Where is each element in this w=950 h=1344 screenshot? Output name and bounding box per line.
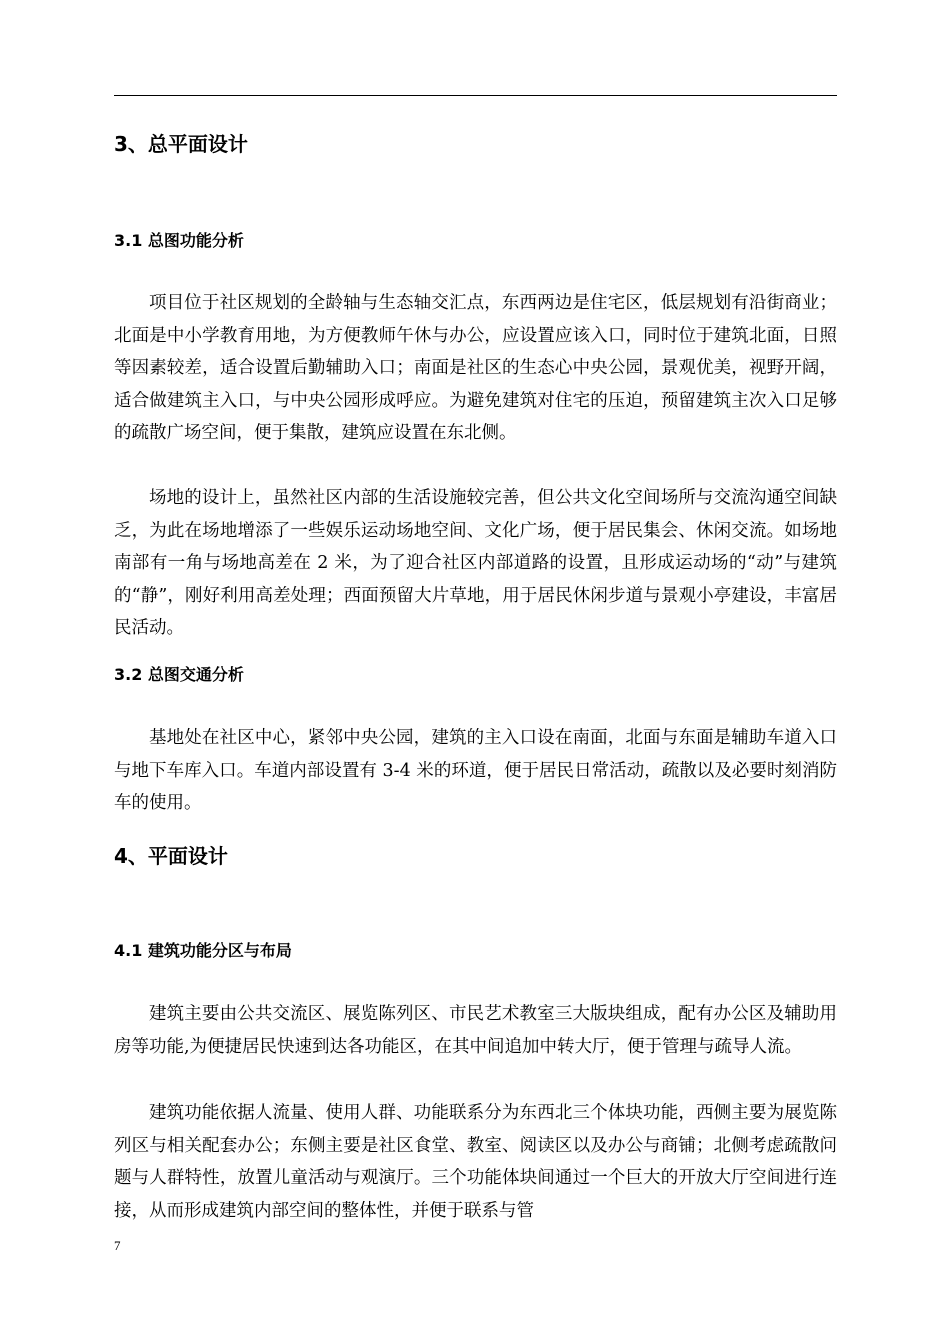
subsection-3-2-heading: 3.2 总图交通分析 <box>114 665 244 684</box>
subsection-4-1-heading: 4.1 建筑功能分区与布局 <box>114 941 292 960</box>
paragraph-4-1-b: 建筑功能依据人流量、使用人群、功能联系分为东西北三个体块功能，西侧主要为展览陈列区与相关配套办公；东侧主要是社区食堂、教室、阅读区以及办公与商铺；北侧考虑疏散问题与人群特性，放置儿童活动与观演厅。三个功能体块间通过一个巨大的开放大厅空间进行连接，从而形成建筑内部空间的整体性，并便于联系与管 <box>114 1103 837 1221</box>
paragraph-4-1-a: 建筑主要由公共交流区、展览陈列区、市民艺术教室三大版块组成，配有办公区及辅助用房等功能,为便捷居民快速到达各功能区，在其中间追加中转大厅，便于管理与疏导人流。 <box>114 1004 837 1057</box>
section-4-heading: 4、平面设计 <box>114 844 228 868</box>
header-rule <box>114 95 837 96</box>
paragraph-3-2-a: 基地处在社区中心，紧邻中央公园，建筑的主入口设在南面，北面与东面是辅助车道入口与地下车库入口。车道内部设置有 3-4 米的环道，便于居民日常活动，疏散以及必要时刻消防车的使用。 <box>114 728 837 813</box>
section-3-heading: 3、总平面设计 <box>114 132 248 156</box>
subsection-3-1-heading: 3.1 总图功能分析 <box>114 231 244 250</box>
page-number: 7 <box>114 1238 121 1253</box>
paragraph-3-1-a: 项目位于社区规划的全龄轴与生态轴交汇点，东西两边是住宅区，低层规划有沿街商业；北面是中小学教育用地，为方便教师午休与办公，应设置应该入口，同时位于建筑北面，日照等因素较差，适合设置后勤辅助入口；南面是社区的生态心中央公园，景观优美，视野开阔，适合做建筑主入口，与中央公园形成呼应。为避免建筑对住宅的压迫，预留建筑主次入口足够的疏散广场空间，便于集散，建筑应设置在东北侧。 <box>114 293 837 443</box>
paragraph-3-1-b: 场地的设计上，虽然社区内部的生活设施较完善，但公共文化空间场所与交流沟通空间缺乏，为此在场地增添了一些娱乐运动场地空间、文化广场，便于居民集会、休闲交流。如场地南部有一角与场地高差在 2 米，为了迎合社区内部道路的设置，且形成运动场的“动”与建筑的“静”，刚好利用高差处理；西面预留大片草地，用于居民休闲步道与景观小亭建设，丰富居民活动。 <box>114 488 837 638</box>
